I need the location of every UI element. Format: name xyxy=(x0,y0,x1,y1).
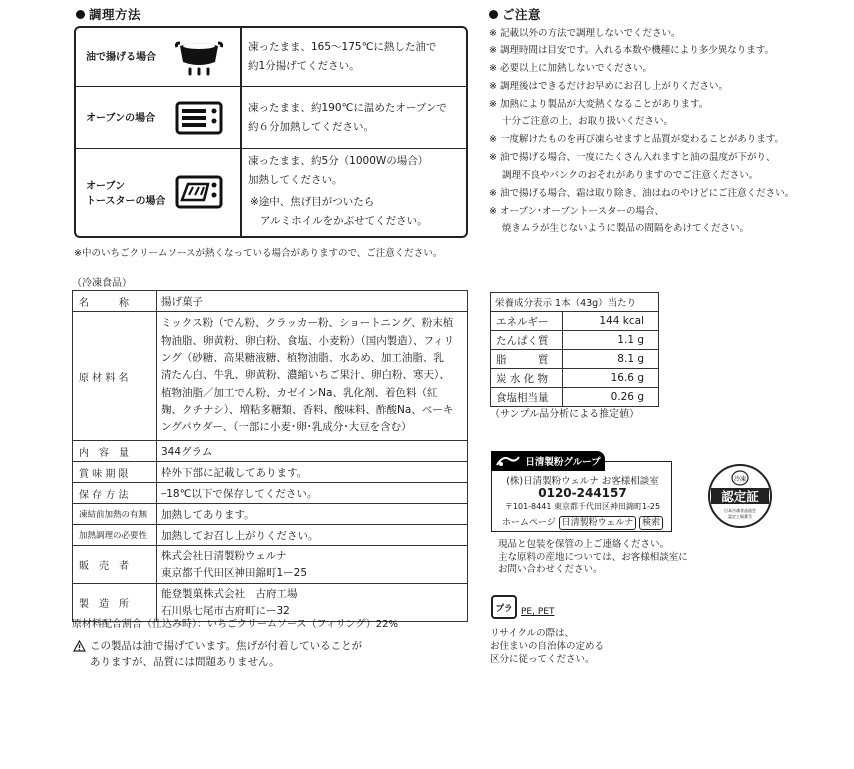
table-row xyxy=(73,483,468,504)
homepage-row xyxy=(492,515,673,530)
group-banner xyxy=(491,451,605,471)
recycle-line: リサイクルの際は、 xyxy=(490,628,575,639)
customer-service-box xyxy=(491,461,672,532)
group-name: 日清製粉グループ xyxy=(525,457,601,468)
table-row xyxy=(491,331,659,350)
cooking-fry-line-1: 凍ったまま、165～175℃に熱した油で xyxy=(248,41,437,53)
spec-key-seller: 販 売 者 xyxy=(73,546,157,584)
nutrition-value: 8.1 g xyxy=(563,350,659,369)
plastic-recycle-icon xyxy=(490,594,518,620)
cooking-fry-line-2: 約1分揚げてください。 xyxy=(248,60,360,72)
note-line: ※ 一度解けたものを再び凍らせますと品質が変わることがあります。 xyxy=(489,134,784,145)
nutrition-header: 栄養成分表示 1本（43g）当たり xyxy=(491,293,659,312)
caution-line: ありますが、品質には問題ありません。 xyxy=(90,656,280,668)
table-row xyxy=(491,293,659,312)
nutrition-name: たんぱく質 xyxy=(491,331,563,350)
table-row xyxy=(73,525,468,546)
homepage-label: ホームページ xyxy=(501,518,556,528)
recycle-mark-text: プラ xyxy=(495,604,513,614)
table-row xyxy=(73,546,468,584)
seller-line: 株式会社日清製粉ウェルナ xyxy=(161,549,287,562)
keep-note-line: 主な原料の産地については、お客様相談室に xyxy=(498,551,688,563)
note-line: ※ 油で揚げる場合、一度にたくさん入れますと油の温度が下がり、 xyxy=(489,152,776,163)
cooking-text-toaster xyxy=(248,152,428,231)
spec-value-content: 344グラム xyxy=(157,441,468,462)
nutrition-value: 0.26 g xyxy=(563,388,659,407)
nutrition-name: 脂 質 xyxy=(491,350,563,369)
company-address: 〒101-8441 東京都千代田区神田錦町1-25 xyxy=(504,502,661,511)
seller-line: 東京都千代田区神田錦町1ー25 xyxy=(161,566,308,579)
spec-value-preheat: 加熱してあります。 xyxy=(157,504,468,525)
table-row xyxy=(491,388,659,407)
seal-bottom-text-1: 日本冷凍食品協会 xyxy=(724,508,756,513)
product-spec-table xyxy=(72,290,468,622)
cooking-text-oven xyxy=(248,99,447,137)
cooking-toaster-line-4: アルミホイルをかぶせてください。 xyxy=(260,215,428,227)
frozen-food-label: （冷凍食品） xyxy=(72,278,132,289)
cooking-toaster-line-2: 加熱してください。 xyxy=(248,174,343,186)
table-row xyxy=(491,350,659,369)
seal-bottom-text-2: 認定工場番号 xyxy=(728,514,752,519)
note-line: ※ オーブン･オーブントースターの場合、 xyxy=(489,206,665,217)
keep-package-note xyxy=(498,539,688,577)
maker-line: 石川県七尾市古府町にー32 xyxy=(161,604,290,617)
nutrition-name: エネルギー xyxy=(491,312,563,331)
ingredient-line: ング（砂糖、高果糖液糖、植物油脂、水あめ、加工油脂、乳 xyxy=(161,352,444,365)
ingredient-line: 物油脂、卵黄粉、卵白粉、食塩、小麦粉）（国内製造）、フィリ xyxy=(161,334,455,347)
spec-value-ingredients xyxy=(157,312,468,441)
cooking-toaster-label-1: オーブン xyxy=(86,181,126,192)
maker-line: 能登製菓株式会社 古府工場 xyxy=(161,587,298,600)
spec-key-maker: 製 造 所 xyxy=(73,584,157,622)
spec-key-expiry: 賞 味 期 限 xyxy=(73,462,157,483)
toaster-oven-icon xyxy=(174,173,224,213)
nutrition-table xyxy=(490,292,659,407)
note-line: ※ 油で揚げる場合、霜は取り除き、油はねのやけどにご注意ください。 xyxy=(489,188,795,199)
ingredient-ratio-note: 原材料配合割合（仕込み時）：いちごクリームソース（フィリング）22% xyxy=(72,619,399,630)
recycle-material: PE, PET xyxy=(521,607,555,617)
note-line: ※ 調理時間は目安です。入れる本数や機種により多少異なります。 xyxy=(489,45,774,56)
spec-value-cooking-required: 加熱してお召し上がりください。 xyxy=(157,525,468,546)
spec-value-name: 揚げ菓子 xyxy=(157,291,468,312)
cooking-row-toaster xyxy=(76,149,466,238)
note-line: 十分ご注意の上、お取り扱いください。 xyxy=(502,116,674,127)
oven-icon xyxy=(174,99,224,139)
seal-main-text: 認定証 xyxy=(721,489,759,504)
seal-top-text: 冷凍 xyxy=(733,476,747,483)
spec-value-seller xyxy=(157,546,468,584)
table-row xyxy=(73,441,468,462)
spec-key-name: 名 称 xyxy=(73,291,157,312)
spec-key-ingredients: 原 材 料 名 xyxy=(73,312,157,441)
spec-key-content: 内 容 量 xyxy=(73,441,157,462)
cooking-label-oven: オーブンの場合 xyxy=(86,113,156,124)
table-row xyxy=(73,504,468,525)
recycle-line: 区分に従ってください。 xyxy=(490,654,595,665)
company-phone[interactable]: 0120-244157 xyxy=(538,486,627,500)
keep-note-line: お問い合わせください。 xyxy=(498,564,603,575)
ingredient-line: 清たん白、牛乳、卵黄粉、濃縮いちご果汁、卵白粉、寒天）、 xyxy=(161,369,450,382)
warning-triangle-icon xyxy=(73,640,86,652)
cooking-toaster-line-3: ※途中、焦げ目がついたら xyxy=(250,196,375,208)
ingredient-line: ミックス粉（でん粉、クラッカー粉、ショートニング、粉末植 xyxy=(161,317,454,330)
cooking-oven-line-1: 凍ったまま、約190℃に温めたオーブンで xyxy=(248,102,447,114)
ingredient-line: ングパウダー、（一部に小麦･卵･乳成分･大豆を含む） xyxy=(161,421,412,434)
table-row xyxy=(73,291,468,312)
nutrition-name: 炭 水 化 物 xyxy=(491,369,563,388)
spec-value-storage: ｰ18℃以下で保存してください。 xyxy=(157,483,468,504)
ingredient-line: 麹、クチナシ）、増粘多糖類、香料、酸味料、酢酸Na、ベーキ xyxy=(161,403,454,416)
cooking-oven-line-2: 約６分加熱してください。 xyxy=(248,121,374,133)
spec-key-preheat: 凍結前加熱の有無 xyxy=(73,504,157,525)
table-row xyxy=(73,462,468,483)
cooking-method-box xyxy=(74,26,468,238)
cooking-label-fry: 油で揚げる場合 xyxy=(86,52,156,63)
cooking-footnote: ※中のいちごクリームソースが熱くなっている場合がありますので、ご注意ください。 xyxy=(74,248,443,259)
nutrition-name: 食塩相当量 xyxy=(491,388,563,407)
frying-pot-icon xyxy=(174,38,224,78)
keep-note-line: 現品と包装を保管の上ご連絡ください。 xyxy=(498,539,670,550)
ingredient-line: 植物油脂／加工でん粉、カゼインNa、乳化剤、着色料（紅 xyxy=(161,386,438,399)
cooking-text-fry xyxy=(248,38,436,76)
nutrition-value: 1.1 g xyxy=(563,331,659,350)
nutrition-note: （サンプル品分析による推定値） xyxy=(490,409,640,420)
note-line: ※ 必要以上に加熱しないでください。 xyxy=(489,63,652,74)
note-line: ※ 加熱により製品が大変熱くなることがあります。 xyxy=(489,99,709,110)
spec-key-cooking-required: 加熱調理の必要性 xyxy=(73,525,157,546)
cooking-label-toaster xyxy=(86,179,166,209)
cooking-row-fry xyxy=(76,28,466,87)
recycle-line: お住まいの自治体の定める xyxy=(490,641,605,652)
nisshin-logo-icon xyxy=(495,455,521,467)
table-row xyxy=(491,312,659,331)
note-line: 焼きムラが生じないように製品の間隔をあけてください。 xyxy=(502,223,750,234)
nutrition-value: 144 kcal xyxy=(563,312,659,331)
spec-value-expiry: 枠外下部に記載してあります。 xyxy=(157,462,468,483)
search-button[interactable]: 検索 xyxy=(639,516,663,530)
cooking-toaster-label-2: トースターの場合 xyxy=(86,196,166,207)
cooking-row-oven xyxy=(76,87,466,149)
caution-line: この製品は油で揚げています。焦げが付着していることが xyxy=(90,640,363,652)
certification-seal-icon xyxy=(707,462,773,530)
homepage-name[interactable]: 日清製粉ウェルナ xyxy=(559,516,637,530)
note-line: 調理不良やパンクのおそれがありますのでご注意ください。 xyxy=(502,170,759,181)
spec-key-storage: 保 存 方 法 xyxy=(73,483,157,504)
nutrition-value: 16.6 g xyxy=(563,369,659,388)
recycle-instructions xyxy=(490,627,604,666)
company-name: (株)日清製粉ウェルナ お客様相談室 xyxy=(506,476,659,487)
notes-section-title: ご注意 xyxy=(489,5,541,23)
oil-caution-text xyxy=(90,638,362,670)
table-row xyxy=(491,369,659,388)
note-line: ※ 記載以外の方法で調理しないでください。 xyxy=(489,28,681,39)
note-line: ※ 調理後はできるだけお早めにお召し上がりください。 xyxy=(489,81,728,92)
cooking-section-title: 調理方法 xyxy=(76,5,141,23)
table-row xyxy=(73,312,468,441)
cooking-toaster-line-1: 凍ったまま、約5分（1000Wの場合） xyxy=(248,155,429,167)
